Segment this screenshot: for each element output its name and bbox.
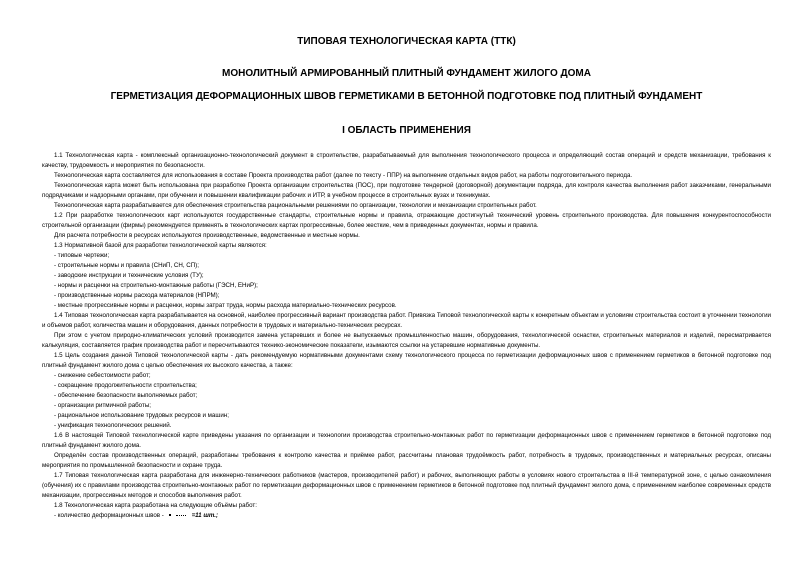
list-item: - сокращение продолжительности строительства; — [54, 382, 197, 389]
list-item: - снижение себестоимости работ; — [54, 372, 151, 379]
list-item: - производственные нормы расхода материалов (НПРМ); — [54, 292, 220, 299]
paragraph: Для расчета потребности в ресурсах используются производственные, ведомственные и местные нормы. — [54, 232, 360, 239]
doc-type-title: ТИПОВАЯ ТЕХНОЛОГИЧЕСКАЯ КАРТА (ТТК) — [297, 36, 516, 47]
list-item: - организации ритмичной работы; — [54, 402, 151, 409]
list-item: - обеспечение безопасности выполняемых работ; — [54, 392, 198, 399]
paragraph: 1.3 Нормативной базой для разработки технологической карты являются: — [54, 242, 267, 249]
paragraph: Определён состав производственных операций, разработаны требования к контролю качества и приёмке работ, рассчитаны плановая трудоёмкость работ, потребность в трудовых, производственных и материальных ресурсах, описаны мероприятия по промышленной безопасности и охране труда. — [42, 452, 771, 469]
paragraph: 1.5 Цель создания данной Типовой технологической карты - дать рекомендуемую нормативными документами схему технологического процесса по герметизации деформационных швов с применением герметиков в бетонной подготовке под плитный фундамент жилого дома с целью обеспечения их высокого качества, а также: — [42, 352, 771, 369]
paragraph: 1.7 Типовая технологическая карта разработана для инженерно-технических работников (мастеров, производителей работ) и рабочих, выполняющих работы в условиях нового строительства в III-й температурной зоне, с целью ознакомления (обучения) их с правилами производства строительно-монтажных работ по герметизации деформационных швов с применением герметиков в бетонной подготовке под плитный фундамент жилого дома, с применением наиболее современных средств механизации, прогрессивных методов и способов выполнения работ. — [42, 472, 771, 499]
quantity-line — [42, 511, 771, 521]
paragraph: 1.6 В настоящей Типовой технологической карте приведены указания по организации и технологии производства строительно-монтажных работ по герметизации деформационных швов с применением герметиков в бетонной подготовке под плитный фундамент жилого дома. — [42, 432, 771, 449]
paragraph: 1.2 При разработке технологических карт используются государственные стандарты, строительные нормы и правила, отражающие достигнутый технический уровень строительного производства. Для повышения конкурентоспособности строительной организации (фирмы) рекомендуется применять в технологических картах прогрессивные, более жесткие, чем в приведенных документах, нормы и правила. — [42, 212, 771, 229]
paragraph: 1.8 Технологическая карта разработана на следующие объёмы работ: — [54, 502, 257, 509]
formula-image — [166, 511, 192, 518]
list-item: - местные прогрессивные нормы и расценки, нормы затрат труда, нормы расхода материально-технических ресурсов. — [54, 302, 397, 309]
paragraph: Технологическая карта может быть использована при разработке Проекта организации строительства (ПОС), при подготовке тендерной (договорной) документации подряда, для контроля качества выполнения работ заказчиками, генеральными подрядчиками и надзорными органами, при обучении и повышении квалификации рабочих и ИТР, в учебном процессе в строительных вузах и техникумах. — [42, 182, 771, 199]
quantity-label: - количество деформационных швов - — [54, 512, 166, 519]
paragraph: Технологическая карта составляется для использования в составе Проекта производства работ (далее по тексту - ППР) на выполнение отдельных видов работ, на работы подготовительного периода. — [54, 172, 633, 179]
document-body — [42, 151, 771, 521]
list-item: - рациональное использование трудовых ресурсов и машин; — [54, 412, 229, 419]
work-title: ГЕРМЕТИЗАЦИЯ ДЕФОРМАЦИОННЫХ ШВОВ ГЕРМЕТИКАМИ В БЕТОННОЙ ПОДГОТОВКЕ ПОД ПЛИТНЫЙ ФУНДАМЕНТ — [110, 91, 703, 102]
list-item: - типовые чертежи; — [54, 252, 110, 259]
list-item: - строительные нормы и правила (СНиП, СН, СП); — [54, 262, 199, 269]
paragraph: 1.1 Технологическая карта - комплексный организационно-технологический документ в строительстве, разрабатываемый для выполнения технологического процесса и определяющий состав операций и средств механизации, требования к качеству, трудоемкость и мероприятия по безопасности. — [42, 152, 771, 169]
paragraph: Технологическая карта разрабатывается для обеспечения строительства рациональными решениями по организации, технологии и механизации строительных работ. — [54, 202, 537, 209]
object-title: МОНОЛИТНЫЙ АРМИРОВАННЫЙ ПЛИТНЫЙ ФУНДАМЕНТ ЖИЛОГО ДОМА — [222, 68, 591, 79]
paragraph: 1.4 Типовая технологическая карта разрабатывается на основной, наиболее прогрессивный вариант производства работ. Привязка Типовой технологической карты к конкретным объектам и условиям строительства состоит в уточнении технологии и объемов работ, количества машин и оборудования, данных потребности в трудовых и материально-технических ресурсах. — [42, 312, 771, 329]
list-item: - унификация технологических решений. — [54, 422, 172, 429]
paragraph: При этом с учетом природно-климатических условий производится замена устаревших и более не выпускаемых промышленностью машин, оборудования, технологической оснастки, строительных материалов и изделий, пересматривается калькуляция, составляется график производства работ и пересчитываются технико-экономические показатели, изымаются ссылки на устаревшие нормативные документы. — [42, 332, 771, 349]
list-item: - нормы и расценки на строительно-монтажные работы (ГЭСН, ЕНиР); — [54, 282, 258, 289]
section-heading: I ОБЛАСТЬ ПРИМЕНЕНИЯ — [342, 125, 471, 136]
quantity-value: =11 шт.; — [191, 512, 219, 519]
list-item: - заводские инструкции и технические условия (ТУ); — [54, 272, 204, 279]
